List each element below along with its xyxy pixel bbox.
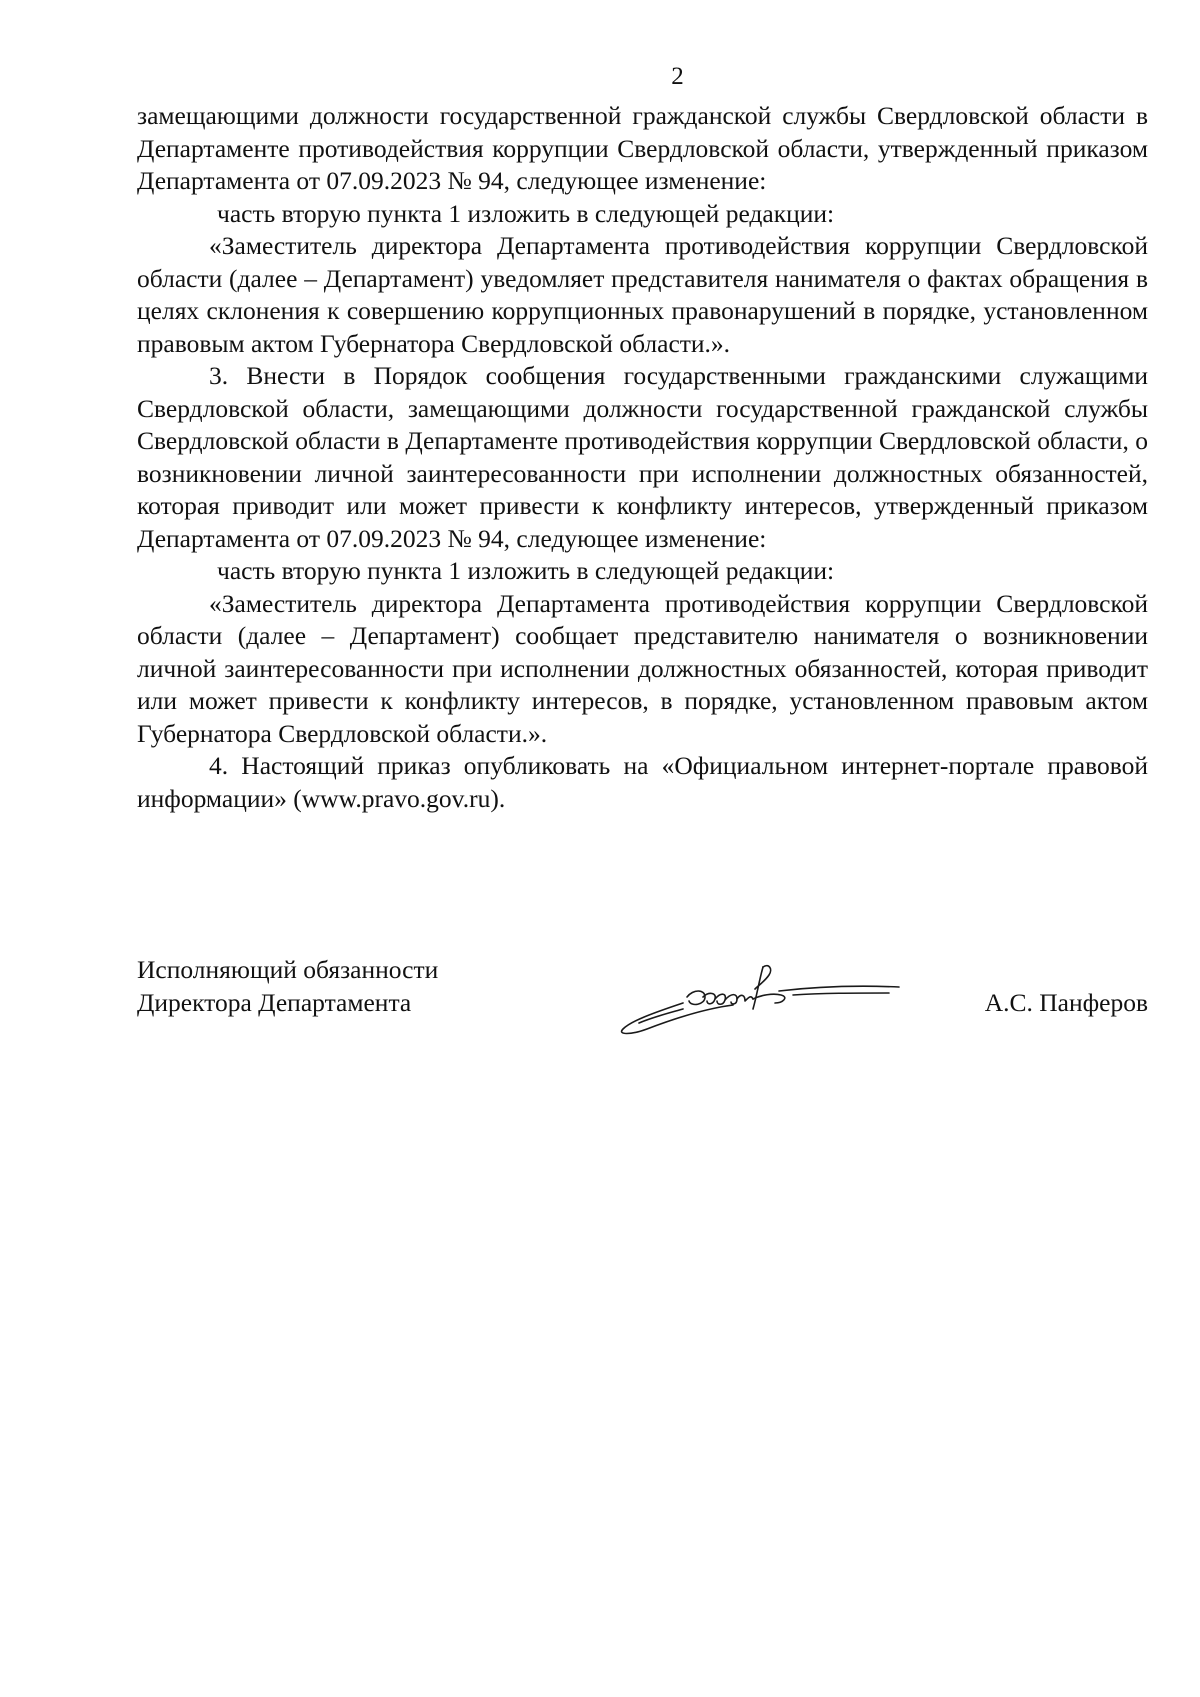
- page-number: 2: [671, 63, 684, 90]
- handwritten-signature: [613, 959, 913, 1043]
- signature-block: [137, 953, 1148, 1063]
- paragraph-amendment-instruction-2: часть вторую пункта 1 изложить в следующей редакции:: [217, 556, 835, 585]
- signer-title-line-1: Исполняющий обязанности: [137, 955, 439, 984]
- paragraph-item-3: 3. Внести в Порядок сообщения государственными гражданскими служащими Свердловской области, замещающими должности государственной гражданской службы Свердловской области в Департаменте противодействия коррупции Свердловской области, о возникновении личной заинтересованности при исполнении должностных обязанностей, которая приводит или может привести к конфликту интересов, утвержденный приказом Департамента от 07.09.2023 № 94, следующее изменение:: [137, 361, 1148, 553]
- paragraph-amendment-text-2: «Заместитель директора Департамента противодействия коррупции Свердловской области (далее – Департамент) сообщает представителю нанимателя о возникновении личной заинтересованности при исполнении должностных обязанностей, которая приводит или может привести к конфликту интересов, в порядке, установленном правовым актом Губернатора Свердловской области.».: [137, 588, 1148, 748]
- signer-name: А.С. Панферов: [984, 988, 1148, 1017]
- paragraph-continuation: замещающими должности государственной гражданской службы Свердловской области в Департаменте противодействия коррупции Свердловской области, утвержденный приказом Департамента от 07.09.2023 № 94, следующее изменение:: [137, 101, 1148, 195]
- signer-title-line-2: Директора Департамента: [137, 988, 412, 1017]
- paragraph-amendment-text-1: «Заместитель директора Департамента противодействия коррупции Свердловской области (далее – Департамент) уведомляет представителя нанимателя о фактах обращения в целях склонения к совершению коррупционных правонарушений в порядке, установленном правовым актом Губернатора Свердловской области.».: [137, 231, 1148, 358]
- paragraph-item-4: 4. Настоящий приказ опубликовать на «Официальном интернет-портале правовой информации» (www.pravo.gov.ru).: [137, 751, 1148, 813]
- signer-title: [137, 953, 438, 1019]
- paragraph-amendment-instruction-1: часть вторую пункта 1 изложить в следующей редакции:: [217, 198, 835, 228]
- document-body: [137, 100, 1148, 815]
